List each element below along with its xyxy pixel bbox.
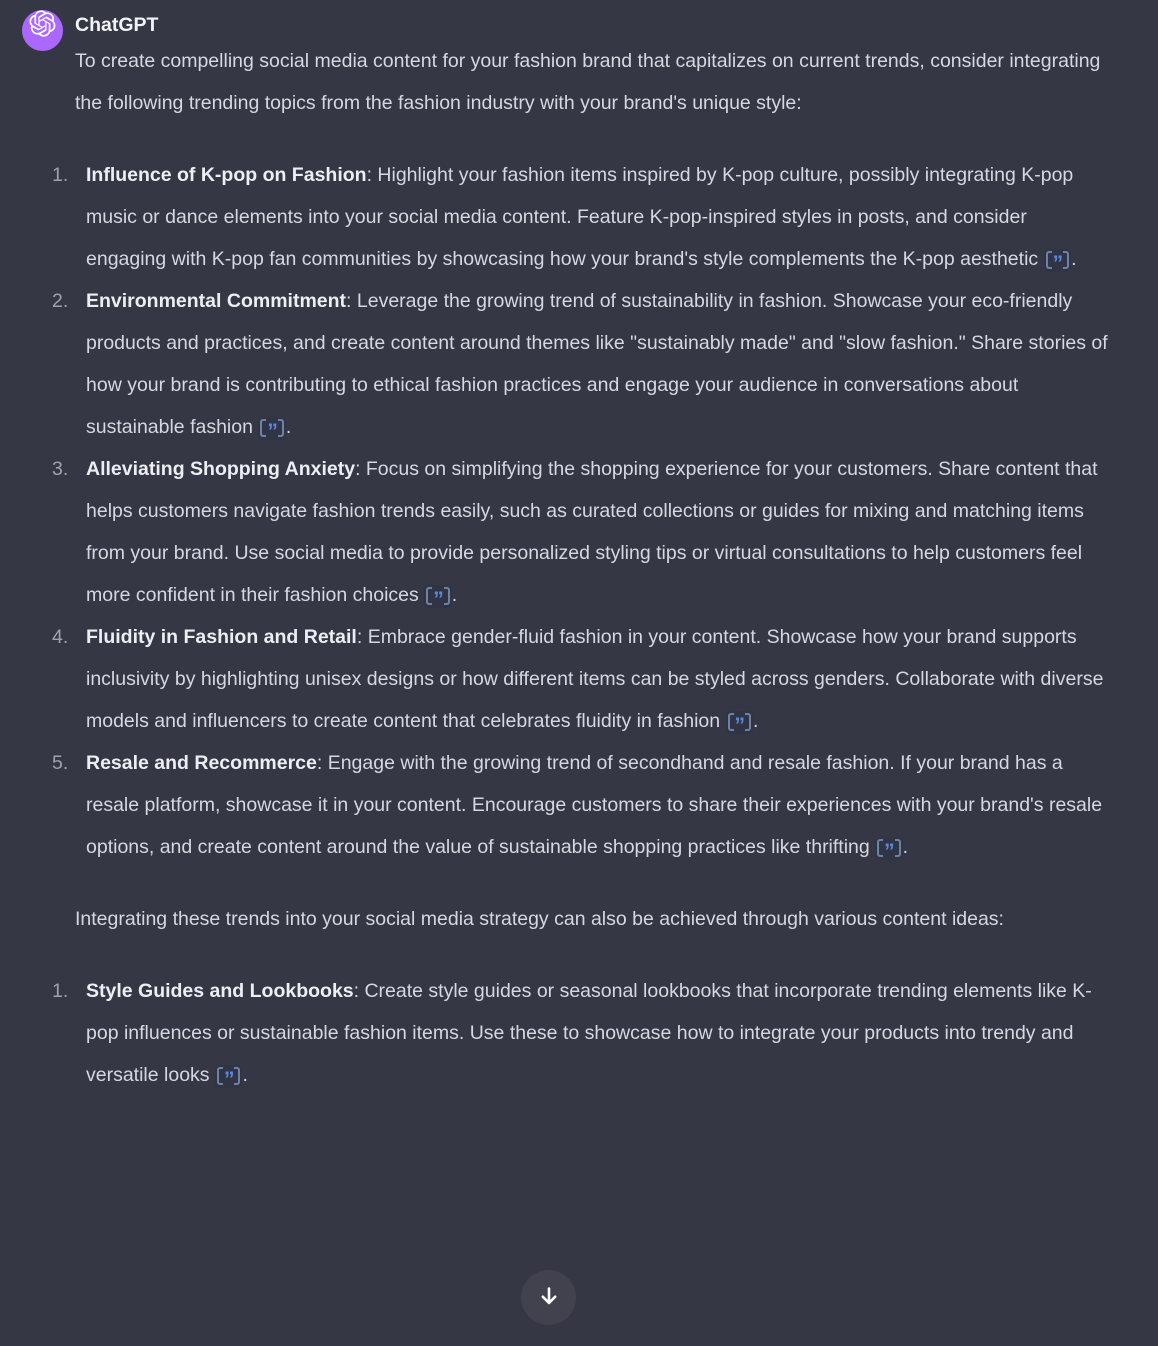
list-item-title: Style Guides and Lookbooks	[86, 980, 354, 1002]
list-item	[52, 448, 1110, 616]
list-item-title: Fluidity in Fashion and Retail	[86, 626, 357, 648]
citation-quote-icon: ”	[734, 714, 745, 737]
citation-quote-icon: ”	[267, 420, 277, 443]
citation-bracket-right	[895, 839, 901, 857]
list-item-number: 3.	[52, 458, 69, 480]
content-ideas-list	[52, 970, 1110, 1096]
citation-badge[interactable]	[726, 711, 754, 737]
list-item	[52, 742, 1110, 868]
list-item-title: Resale and Recommerce	[86, 752, 317, 774]
list-item	[52, 616, 1110, 742]
citation-badge[interactable]	[424, 585, 452, 611]
list-item	[52, 154, 1110, 280]
list-item-body: : Create style guides or seasonal lookbooks that incorporate trending elements like K-pop influences or sustainable fashion items. Use these to showcase how to integrate your products into trendy and versatile looks	[86, 980, 1092, 1086]
list-item-title: Alleviating Shopping Anxiety	[86, 458, 356, 480]
sender-name: ChatGPT	[75, 14, 159, 36]
sentence-period: .	[753, 710, 759, 732]
chatgpt-avatar	[22, 10, 63, 51]
list-item-body: : Highlight your fashion items inspired by K-pop culture, possibly integrating K-pop music or dance elements into your social media content. Feature K-pop-inspired styles in posts, and consider engaging with K-pop fan communities by showcasing how your brand's style complements the K-pop aesthetic	[86, 164, 1074, 270]
scroll-to-bottom-button[interactable]	[521, 1270, 576, 1325]
trend-list	[52, 154, 1110, 868]
list-item-body: : Focus on simplifying the shopping experience for your customers. Share content that helps customers navigate fashion trends easily, such as curated collections or guides for mixing and matching items from your brand. Use social media to provide personalized styling tips or virtual consultations to help customers feel more confident in their fashion choices	[86, 458, 1098, 606]
list-item-number: 1.	[52, 980, 69, 1002]
list-item-number: 5.	[52, 752, 69, 774]
citation-bracket-right	[234, 1067, 240, 1085]
sentence-period: .	[1071, 248, 1077, 270]
list-item-number: 2.	[52, 290, 69, 312]
list-item	[52, 280, 1110, 448]
intro-paragraph: To create compelling social media content for your fashion brand that capitalizes on current trends, consider integrating the following trending topics from the fashion industry with your brand's unique style:	[75, 50, 1101, 114]
citation-bracket-left	[877, 839, 883, 857]
citation-badge[interactable]	[875, 837, 903, 863]
list-item-body: : Embrace gender-fluid fashion in your content. Showcase how your brand supports inclusivity by highlighting unisex designs or how different items can be styled across genders. Collaborate with diverse models and influencers to create content that celebrates fluidity in fashion	[86, 626, 1104, 732]
citation-bracket-right	[444, 587, 450, 605]
citation-bracket-left	[728, 713, 734, 731]
list-item-body: : Engage with the growing trend of secondhand and resale fashion. If your brand has a resale platform, showcase it in your content. Encourage customers to share their experiences with your brand's resale options, and create content around the value of sustainable shopping practices like thrifting	[86, 752, 1103, 858]
list-item-number: 1.	[52, 164, 69, 186]
citation-bracket-left	[426, 587, 432, 605]
middle-paragraph: Integrating these trends into your social media strategy can also be achieved through various content ideas:	[75, 908, 1004, 930]
citation-quote-icon: ”	[884, 840, 894, 863]
citation-bracket-right	[278, 419, 284, 437]
openai-logo-icon	[29, 10, 56, 52]
citation-badge[interactable]	[258, 417, 286, 443]
citation-bracket-right	[1063, 251, 1069, 269]
citation-quote-icon: ”	[433, 588, 443, 611]
citation-quote-icon: ”	[1052, 252, 1063, 275]
citation-quote-icon: ”	[223, 1068, 234, 1091]
list-item-title: Influence of K-pop on Fashion	[86, 164, 367, 186]
list-item-number: 4.	[52, 626, 69, 648]
list-item-title: Environmental Commitment	[86, 290, 347, 312]
sentence-period: .	[285, 416, 292, 438]
citation-badge[interactable]	[215, 1065, 243, 1091]
sentence-period: .	[902, 836, 909, 858]
citation-badge[interactable]	[1044, 249, 1072, 275]
citation-bracket-right	[745, 713, 751, 731]
sentence-period: .	[242, 1064, 248, 1086]
down-arrow-icon	[537, 1284, 561, 1311]
citation-bracket-left	[260, 419, 266, 437]
citation-bracket-left	[1046, 251, 1052, 269]
list-item	[52, 970, 1110, 1096]
sentence-period: .	[451, 584, 458, 606]
citation-bracket-left	[217, 1067, 223, 1085]
list-item-body: : Leverage the growing trend of sustainability in fashion. Showcase your eco-friendly products and practices, and create content around themes like "sustainably made" and "slow fashion." Share stories of how your brand is contributing to ethical fashion practices and engage your audience in conversations about sustainable fashion	[86, 290, 1108, 438]
